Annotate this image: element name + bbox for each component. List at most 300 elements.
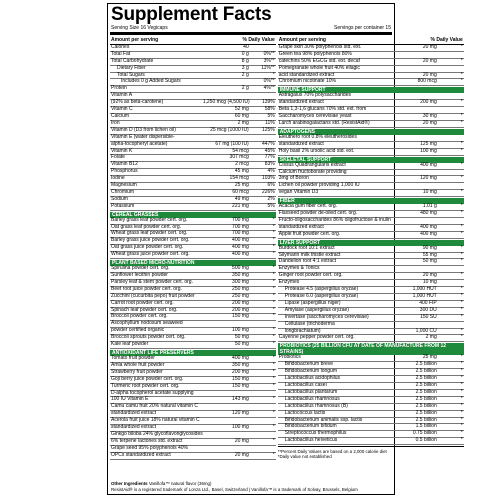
nutrient-amount <box>203 135 249 141</box>
nutrient-dv: * <box>460 203 463 210</box>
nutrient-name: Barley grass leaf powder cert. org. <box>111 216 188 223</box>
nutrient-amount: 400 mg <box>420 223 437 230</box>
nutrient-dv: * <box>272 272 275 278</box>
nutrient-dv: * <box>460 299 463 306</box>
nutrient-name: vegan Vitamin D3 <box>278 189 319 196</box>
nutrient-amount: 1.01 g <box>422 203 437 210</box>
nutrient-name: Lactobacillus plantarum <box>284 388 338 395</box>
nutrient-dv: * <box>460 210 463 217</box>
nutrient-name: standardized extract <box>111 410 157 417</box>
nutrient-dv <box>437 107 463 113</box>
nutrient-dv: * <box>460 375 463 382</box>
nutrient-name: Barley grass juice powder cert. org. <box>111 237 190 244</box>
nutrient-name: Flaxseed powder de-oiled cert. org. <box>278 210 358 217</box>
nutrient-name: Lactobacillus casei <box>284 381 327 388</box>
nutrient-name: Eleuthero root 0.8% eleutherosides <box>278 133 357 140</box>
nutrient-dv: * <box>460 43 463 50</box>
other-ingredients-text: Vanillofa™ natural flavor (36mg) <box>148 481 212 487</box>
nutrient-dv: * <box>460 113 463 120</box>
nutrient-amount <box>391 135 437 141</box>
nutrient-dv: * <box>460 423 463 430</box>
nutrient-dv: * <box>460 161 463 168</box>
nutrient-amount: 700 mg <box>232 223 249 230</box>
nutrient-dv: * <box>460 78 463 85</box>
nutrient-dv <box>249 45 275 51</box>
nutrient-amount: 400 mg <box>232 244 249 251</box>
nutrient-dv: * <box>272 410 275 417</box>
nutrient-name: Grape skin 30% polyphenols std. ext. <box>278 43 362 50</box>
nutrient-name: Acacia gum fiber cert. org. <box>278 203 338 210</box>
nutrient-name: powder certified organic <box>111 327 165 334</box>
nutrient-dv: 6% <box>267 182 275 189</box>
nutrient-amount: 90 mg <box>422 244 437 251</box>
left-nutrient-list <box>110 45 276 460</box>
nutrient-dv <box>437 183 463 189</box>
nutrient-name: Carrot root powder cert. org. <box>111 299 174 306</box>
nutrient-amount <box>203 446 249 452</box>
nutrient-row <box>110 252 276 259</box>
nutrient-dv: * <box>272 341 275 348</box>
nutrient-name: Strawberry fruit powder <box>111 368 163 375</box>
nutrient-name: acid standardized extract <box>278 71 335 78</box>
nutrient-dv: * <box>460 402 463 409</box>
nutrient-dv: 0%** <box>263 50 275 57</box>
nutrient-name: Apple fruit powder cert. org. <box>278 230 341 237</box>
nutrient-dv <box>249 404 275 410</box>
left-column <box>110 38 276 472</box>
nutrient-dv: * <box>272 278 275 285</box>
nutrient-dv: 125% <box>261 126 275 133</box>
nutrient-name: Total Carbohydrate <box>111 57 154 64</box>
nutrient-name: Silymarin milk thistle extract <box>278 251 341 258</box>
nutrient-name: Turmeric root powder cert. org. <box>111 382 180 389</box>
nutrient-name: Wheat grass juice powder cert. org. <box>111 251 190 258</box>
nutrient-amount: 20 mg <box>234 437 249 444</box>
nutrient-name: (92% as beta-carotene) <box>111 99 164 106</box>
nutrient-dv <box>437 93 463 99</box>
serving-size: Serving Size 16 Vegicaps <box>111 25 168 31</box>
nutrient-dv: 58% <box>264 106 275 113</box>
nutrient-dv: * <box>272 265 275 272</box>
nutrient-name: Sunflower lecithin powder <box>111 272 168 278</box>
nutrient-dv: * <box>272 424 275 431</box>
nutrient-amount <box>391 66 437 72</box>
nutrient-name: Potassium <box>111 202 135 209</box>
nutrient-amount: 45 mg <box>234 168 249 175</box>
section-header: PLANT BASED MICRO-NUTRITION <box>110 260 276 266</box>
nutrient-dv: * <box>460 395 463 402</box>
nutrient-dv: * <box>460 140 463 147</box>
nutrient-name: Bifidobacterium breve <box>284 361 334 368</box>
nutrient-dv: * <box>460 368 463 375</box>
nutrient-dv <box>437 52 463 58</box>
nutrient-amount: 0.5 billion <box>415 437 437 444</box>
nutrient-name: Larch arabinogalactans std. (ResistAid®) <box>278 119 370 126</box>
nutrient-name: Iodine <box>111 175 125 182</box>
nutrient-name: standardized extract <box>278 223 324 230</box>
nutrient-amount: 100 mg <box>232 327 249 334</box>
nutrient-name: Invertase (saccharomyces cerevisiae) <box>284 313 369 320</box>
nutrient-dv <box>437 322 463 328</box>
nutrient-name: Cissus Quadrangularis extract <box>278 161 346 168</box>
nutrient-dv: * <box>272 396 275 403</box>
nutrient-row <box>278 190 464 197</box>
nutrient-dv: * <box>272 285 275 292</box>
nutrient-amount: 2.5 billion <box>415 388 437 395</box>
nutrient-dv: 4%** <box>263 85 275 92</box>
nutrient-amount: 2 mcg <box>235 161 249 168</box>
nutrient-amount: 40 <box>243 43 249 50</box>
nutrient-amount <box>203 432 249 438</box>
nutrient-dv <box>249 432 275 438</box>
nutrient-amount: 400 FIP <box>419 299 437 306</box>
nutrient-name: Lactobacillus rhamnosus <box>284 395 340 402</box>
nutrient-name: Enzymes & Tonics <box>278 265 320 272</box>
nutrient-name: Calcium fructoborate providing <box>278 168 347 175</box>
nutrient-name: Kale leaf powder <box>111 341 149 348</box>
nutrient-dv: * <box>460 437 463 444</box>
nutrient-amount: 150 mg <box>232 382 249 389</box>
nutrient-dv: 4% <box>267 168 275 175</box>
nutrient-amount: 2.5 billion <box>415 361 437 368</box>
nutrient-dv: * <box>272 223 275 230</box>
nutrient-amount: 1,000 CU <box>415 327 437 334</box>
nutrient-amount: 200 mg <box>232 306 249 313</box>
nutrient-amount: 25 mcg (1000 IU) <box>210 126 249 133</box>
nutrient-name: Lipase (aspergillus niger) <box>284 299 341 306</box>
nutrient-row <box>278 335 464 342</box>
nutrient-name: Cayenne pepper powder cert. org. <box>278 334 355 341</box>
nutrient-name: Acerola fruit juice 18% natural vitamin C <box>111 417 200 424</box>
nutrient-name: D-alpha tocopherol acetate supplying <box>111 389 194 396</box>
nutrient-dv: * <box>272 306 275 313</box>
nutrient-name: Camu camu fruit 20% natural vitamin C <box>111 403 198 410</box>
nutrient-amount: 307 mcg <box>229 154 249 161</box>
right-nutrient-list <box>278 45 464 445</box>
nutrient-dv: * <box>272 71 275 78</box>
nutrient-dv: * <box>272 451 275 458</box>
nutrient-dv: * <box>460 251 463 258</box>
nutrient-dv: * <box>460 175 463 182</box>
nutrient-amount: 54 mcg <box>232 147 249 154</box>
nutrient-row <box>110 107 276 114</box>
nutrient-dv: * <box>272 251 275 258</box>
nutrient-dv: 226% <box>261 188 275 195</box>
nutrient-name: Oat grass juice powder cert. org. <box>111 244 184 251</box>
nutrient-dv: * <box>460 361 463 368</box>
nutrient-amount: 400 mg <box>232 354 249 361</box>
nutrient-name: Cellulase (trichoderma <box>284 320 335 327</box>
nutrient-dv: 11%** <box>261 64 275 71</box>
nutrient-name: Total Sugars <box>117 71 145 78</box>
amount-header: Amount per serving <box>111 37 159 43</box>
nutrient-dv: 0%** <box>263 78 275 85</box>
nutrient-name: Streptococcus thermophilus <box>284 430 347 437</box>
nutrient-row <box>278 149 464 156</box>
nutrient-name: Beta 1,3-1,6 glucans 70% std. ext. from <box>278 106 367 113</box>
nutrient-name: Parsley leaf & stem powder cert. org. <box>111 278 193 285</box>
nutrient-dv: * <box>272 299 275 306</box>
nutrient-dv: 5% <box>267 202 275 209</box>
nutrient-name: Green tea 98% polyphenols 80% <box>278 50 352 57</box>
nutrient-dv: 139% <box>261 99 275 106</box>
dv-header: % Daily Value <box>242 37 275 43</box>
nutrient-name: Calcium <box>111 112 130 119</box>
nutrient-dv: 447% <box>261 140 275 147</box>
nutrient-name: Fructo-oligosaccharides 86% oligofructose & inulin <box>278 216 391 223</box>
nutrient-dv: * <box>272 216 275 223</box>
nutrient-amount: 20 mg <box>234 451 249 458</box>
nutrient-dv: * <box>460 272 463 279</box>
nutrient-amount: 2 mg <box>237 119 249 126</box>
nutrient-amount: 350 mg <box>232 272 249 278</box>
nutrient-name: Enzymes <box>278 279 300 286</box>
nutrient-name: Includes 0 g Added Sugars <box>121 78 181 85</box>
nutrient-amount: 50 mg <box>234 334 249 341</box>
nutrient-row <box>110 183 276 190</box>
nutrient-row <box>110 79 276 86</box>
nutrient-dv: 11% <box>265 119 275 126</box>
nutrient-name: Amla whole fruit powder <box>111 361 165 368</box>
other-ingredients-label: Other Ingredients <box>111 481 148 487</box>
nutrient-name: Burdock root 10:1 extract <box>278 244 335 251</box>
nutrient-amount: 200 mg <box>232 368 249 375</box>
nutrient-name: Bifidobacterium longum <box>284 368 337 375</box>
nutrient-row <box>110 453 276 460</box>
nutrient-name: Lactobacillus helveticus <box>284 437 338 444</box>
nutrient-amount: 60 mcg <box>232 188 249 195</box>
nutrient-dv: * <box>460 189 463 196</box>
nutrient-amount: 60 mg <box>234 112 249 119</box>
nutrient-amount: 2 g <box>241 85 249 92</box>
nutrient-amount: 143 mg <box>232 396 249 403</box>
dv-header: % Daily Value <box>430 37 463 43</box>
nutrient-name: Pomegranate whole fruit 40% ellagic <box>278 64 360 71</box>
nutrient-row <box>110 45 276 52</box>
nutrient-amount: 250 mg <box>232 292 249 299</box>
nutrient-name: Lactobacillus rhamnosus (B) <box>284 402 348 409</box>
nutrient-amount: 400 mg <box>420 230 437 237</box>
nutrient-dv: * <box>460 57 463 64</box>
nutrient-name: Lactococcus lactis <box>284 409 326 416</box>
section-header: ANTIOXIDANT LIFE PRESERVERS <box>110 350 276 356</box>
nutrient-amount: 300 mg <box>232 278 249 285</box>
nutrient-amount: 1,250 mcg (4,500 IU) <box>202 99 250 106</box>
nutrient-amount: 100 mg <box>232 424 249 431</box>
nutrient-dv: * <box>272 237 275 244</box>
nutrient-amount: 120 mg <box>232 410 249 417</box>
nutrient-name: Bifidobacterium animalis ssp. lactis <box>284 416 363 423</box>
nutrient-name: Sodium <box>111 195 128 202</box>
section-header: LIVER SUPPORT <box>278 240 464 246</box>
nutrient-name: Ascophyllum nodosum seaweed <box>111 320 183 327</box>
nutrient-name: Saccharomyces cerevisiae yeast <box>278 113 352 120</box>
nutrient-dv <box>437 66 463 72</box>
nutrient-amount: 25 mg <box>422 354 437 361</box>
nutrient-row <box>110 342 276 349</box>
nutrient-dv: * <box>272 313 275 320</box>
nutrient-dv <box>437 280 463 286</box>
nutrient-amount: 300 DU <box>419 306 437 313</box>
nutrient-name: Goji berry juice powder cert. org. <box>111 375 184 382</box>
nutrient-name: Beet root juice powder cert. org. <box>111 285 182 292</box>
nutrient-amount: 2 mg <box>425 334 437 341</box>
nutrient-name: Protease 4.5 (aspergillus oryzae) <box>284 286 359 293</box>
nutrient-name: 100 IU Vitamin E <box>111 396 149 403</box>
nutrient-name: standardized extract <box>278 140 324 147</box>
nutrient-amount: 400 mg <box>420 161 437 168</box>
nutrient-amount: 400 mg <box>232 237 249 244</box>
nutrient-dv: * <box>460 416 463 423</box>
nutrient-amount: 400 mg <box>232 251 249 258</box>
nutrient-name: Wheat grass leaf powder cert. org. <box>111 230 188 237</box>
nutrient-dv: * <box>272 334 275 341</box>
section-header: SKELETAL SUPPORT <box>278 157 464 163</box>
nutrient-dv: * <box>460 381 463 388</box>
section-header: CEREAL GRASSES <box>110 212 276 218</box>
nutrient-amount: 2 g <box>241 71 249 78</box>
nutrient-amount: 3 g <box>241 64 249 71</box>
nutrient-amount: 2.5 billion <box>415 395 437 402</box>
servings-per-container: Servings per container 15 <box>334 25 391 31</box>
nutrient-dv: * <box>460 430 463 437</box>
nutrient-name: Calories <box>111 43 130 50</box>
nutrient-amount: 1.5 billion <box>415 423 437 430</box>
facts-columns <box>110 37 463 472</box>
nutrient-amount: 700 mg <box>232 230 249 237</box>
nutrient-dv: * <box>460 313 463 320</box>
nutrient-dv: * <box>460 354 463 361</box>
left-column-header <box>110 38 276 45</box>
section-header: IMMUNE SUPPORT <box>278 87 464 93</box>
nutrient-dv: * <box>460 409 463 416</box>
nutrient-row <box>278 121 464 128</box>
nutrient-dv <box>249 135 275 141</box>
nutrient-name: alpha-tocopheryl acetate) <box>111 140 168 147</box>
nutrient-row <box>278 438 464 445</box>
nutrient-name: Bifidobacterium bifidum <box>284 423 337 430</box>
section-header: FIBER <box>278 198 464 204</box>
nutrient-name: Ginger root powder cert. org. <box>278 272 343 279</box>
nutrient-dv: 103% <box>261 175 275 182</box>
nutrient-name: 6% terpene lactones std. extract <box>111 437 183 444</box>
nutrient-amount: 221 mg <box>232 202 249 209</box>
footnotes <box>278 446 464 459</box>
nutrient-dv <box>437 218 463 224</box>
nutrient-amount: 2.5 billion <box>415 409 437 416</box>
nutrient-amount: 55 mg <box>422 251 437 258</box>
nutrient-row <box>278 79 464 86</box>
nutrient-amount: 200 mg <box>420 99 437 106</box>
nutrient-dv: 83% <box>264 161 275 168</box>
nutrient-name: Vitamin B12 <box>111 161 138 168</box>
supplement-facts-panel <box>107 3 463 495</box>
nutrient-name: Vitamin A <box>111 92 133 99</box>
nutrient-amount: 200 mg <box>232 299 249 306</box>
panel-title: Supplement Facts <box>111 4 272 25</box>
nutrient-row <box>110 204 276 211</box>
nutrient-dv <box>249 446 275 452</box>
nutrient-dv: 45% <box>264 147 275 154</box>
nutrient-dv: * <box>460 71 463 78</box>
nutrient-amount: 25 mg <box>234 182 249 189</box>
nutrient-dv <box>249 321 275 327</box>
nutrient-name: Tomato fruit powder <box>111 354 155 361</box>
nutrient-dv <box>437 266 463 272</box>
nutrient-dv: * <box>460 388 463 395</box>
nutrient-amount: 20 mg <box>422 57 437 64</box>
nutrient-name: 3mg of Boron <box>278 175 309 182</box>
nutrient-row <box>110 142 276 149</box>
nutrient-name: Dietary Fiber <box>117 64 146 71</box>
nutrient-name: Folate <box>111 154 125 161</box>
nutrient-dv <box>249 418 275 424</box>
nutrient-amount: 250 mg <box>232 285 249 292</box>
nutrient-name: Vitamin E (water dispersible- <box>111 133 175 140</box>
nutrient-dv: * <box>272 361 275 368</box>
nutrient-dv: 77% <box>264 154 275 161</box>
nutrient-dv: * <box>272 230 275 237</box>
nutrient-amount: 10 mg <box>422 189 437 196</box>
nutrient-amount: 1,000 HUT <box>412 293 437 299</box>
nutrient-name: Grape seed 95% polyphenols 40% <box>111 444 188 451</box>
nutrient-amount: 30 mg <box>422 113 437 120</box>
nutrient-dv: * <box>272 292 275 299</box>
nutrient-amount <box>391 322 437 328</box>
nutrient-dv <box>249 391 275 397</box>
nutrient-dv: * <box>272 437 275 444</box>
nutrient-amount: 700 mg <box>232 216 249 223</box>
nutrient-name: Phosphorus <box>111 168 138 175</box>
nutrient-amount: 150 mg <box>232 375 249 382</box>
nutrient-name: Dandelion root 4:1 extract <box>278 258 336 265</box>
nutrient-amount: 20 mg <box>422 272 437 279</box>
nutrient-name: OPCs standardized extract <box>111 451 171 458</box>
nutrient-name: Protein <box>111 85 127 92</box>
nutrient-name: standardized extract <box>278 99 324 106</box>
nutrient-row <box>110 149 276 156</box>
nutrient-name: Amylase (aspergillus oryzae) <box>284 306 349 313</box>
nutrient-amount: 150 SU <box>420 313 437 320</box>
nutrient-amount: 150 mg <box>232 313 249 320</box>
nutrient-amount: 0 g <box>241 50 249 57</box>
nutrient-amount: 2.5 billion <box>415 416 437 423</box>
nutrient-dv: * <box>460 244 463 251</box>
nutrient-name: Oat grass leaf powder cert. org. <box>111 223 182 230</box>
panel-footer <box>111 481 391 492</box>
nutrient-amount: 500 mg <box>232 265 249 272</box>
nutrient-name: Probiotics <box>278 354 301 361</box>
right-column <box>278 38 464 472</box>
nutrient-name: Spirulina powder cert. org. <box>111 265 170 272</box>
nutrient-name: Total Fat <box>111 50 131 57</box>
nutrient-dv: * <box>460 230 463 237</box>
nutrient-dv: * <box>460 119 463 126</box>
nutrient-row <box>110 86 276 93</box>
trademark-note: ResistAid® is a registered trademark of Lonza Ltd., Basel, Switzerland | Vanillofa™ is a trademark of Solvay, Brussels, Belgium <box>111 486 358 492</box>
nutrient-dv <box>437 135 463 141</box>
nutrient-name: Zucchini (cucurbita pepo) fruit powder <box>111 292 195 299</box>
nutrient-dv: * <box>272 375 275 382</box>
nutrient-name: Iron <box>111 119 120 126</box>
nutrient-row <box>110 169 276 176</box>
nutrient-amount: 20 mg <box>422 43 437 50</box>
nutrient-name: Lichen oil powder providing 1,000 IU <box>278 182 360 189</box>
section-header: PROBIOTICS (25 BILLION CFU AT DATE OF MANUFACTURE FROM 12 STRAINS) <box>278 343 464 355</box>
nutrient-name: Protease 6.0 (aspergillus oryzae) <box>284 293 359 299</box>
nutrient-amount: 0.75 billion <box>412 430 437 437</box>
nutrient-dv: * <box>460 258 463 265</box>
